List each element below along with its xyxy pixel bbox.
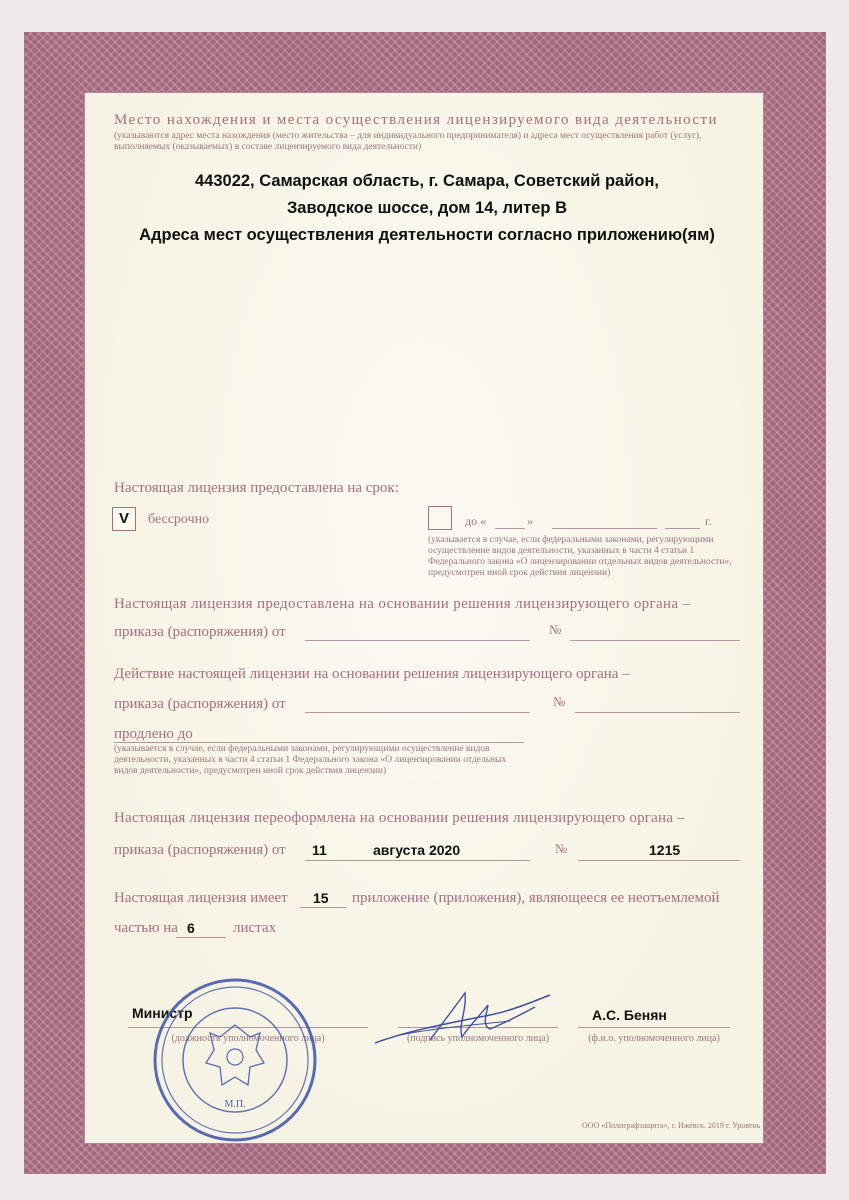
granted-basis-line-1: Настоящая лицензия предоставлена на основании решения лицензирующего органа – (114, 596, 691, 612)
reissue-line-1: Настоящая лицензия переоформлена на основании решения лицензирующего органа – (114, 810, 685, 826)
extended-until-label: продлено до (114, 726, 193, 742)
appendix-count: 15 (313, 890, 329, 906)
location-note: (указываются адрес места нахождения (место жительства – для индивидуального предпринимателя) и адреса мест осуществления работ (услуг), выполняемых (оказываемых) в составе лицензируемого вида деятельности) (114, 131, 702, 152)
reissue-line-2: приказа (распоряжения) от (114, 842, 286, 858)
signature-caption: (подпись уполномоченного лица) (406, 1033, 550, 1044)
until-close-quote: » (527, 514, 533, 528)
name-line (578, 1027, 730, 1028)
location-heading: Место нахождения и места осуществления лицензируемого вида деятельности (114, 112, 718, 128)
granted-date-line (305, 640, 530, 641)
reissue-date-line (305, 860, 530, 861)
appendix-sheets: 6 (187, 920, 195, 936)
reissue-number-sign: № (555, 841, 568, 856)
indefinite-label: бессрочно (148, 512, 210, 527)
appendix-text-2: приложение (приложения), являющееся ее неотъемлемой (352, 890, 720, 906)
appendix-count-line (300, 907, 346, 908)
extension-number-line (575, 712, 740, 713)
extension-date-line (305, 712, 530, 713)
reissue-number: 1215 (649, 842, 681, 858)
extension-line-2: приказа (распоряжения) от (114, 696, 286, 712)
official-seal-stamp (150, 975, 320, 1145)
until-year-line (665, 528, 700, 529)
granted-basis-line-2: приказа (распоряжения) от (114, 624, 286, 640)
until-label: до « (465, 514, 487, 528)
until-day-line (495, 528, 525, 529)
extension-line-1: Действие настоящей лицензии на основании решения лицензирующего органа – (114, 666, 630, 682)
signatory-name: А.С. Бенян (592, 1007, 667, 1023)
extended-until-line (114, 742, 524, 743)
name-caption: (ф.и.о. уполномоченного лица) (588, 1033, 720, 1044)
until-date-checkbox[interactable] (428, 506, 452, 530)
handwritten-signature (370, 985, 560, 1055)
address-line-2: Заводское шоссе, дом 14, литер В (286, 199, 568, 217)
reissue-month-year: августа 2020 (373, 842, 461, 858)
term-heading: Настоящая лицензия предоставлена на срок: (114, 480, 399, 496)
address-line-1: 443022, Самарская область, г. Самара, Советский район, (194, 172, 660, 190)
address-line-3: Адреса мест осуществления деятельности согласно приложению(ям) (139, 226, 715, 244)
until-month-line (552, 528, 657, 529)
check-mark-icon: V (118, 510, 129, 527)
signatory-position: Министр (132, 1005, 193, 1021)
seal-mp-label: М.П. (224, 1099, 246, 1110)
indefinite-checkbox[interactable] (112, 507, 136, 531)
term-note: (указывается в случае, если федеральными законами, регулирующими осуществление видов деятельности, указанных в части 4 статьи 1 Федерального закона «О лицензировании отдельных видов деятельности», предусмотрен иной срок действия лицензии) (428, 535, 732, 578)
appendix-text-3: частью на (114, 920, 178, 936)
position-caption: (должность уполномоченного лица) (171, 1033, 325, 1044)
extension-note: (указывается в случае, если федеральными законами, регулирующими осуществление видов деятельности, указанных в части 4 статьи 1 Федерального закона «О лицензировании отдельных видов деятельности», предусмотрен иной срок действия лицензии) (114, 744, 507, 776)
reissue-day: 11 (312, 842, 327, 858)
printer-footer: ООО «Полиграфзащита», г. Ижевск. 2019 г. Уровень «Б». (582, 1121, 778, 1130)
until-year-suffix: г. (705, 514, 712, 528)
extension-number-sign: № (553, 694, 566, 709)
granted-number-sign: № (549, 622, 562, 637)
appendix-sheets-line (176, 937, 226, 938)
granted-number-line (570, 640, 740, 641)
reissue-number-line (578, 860, 740, 861)
appendix-text-1: Настоящая лицензия имеет (114, 890, 288, 906)
appendix-text-4: листах (233, 920, 277, 936)
